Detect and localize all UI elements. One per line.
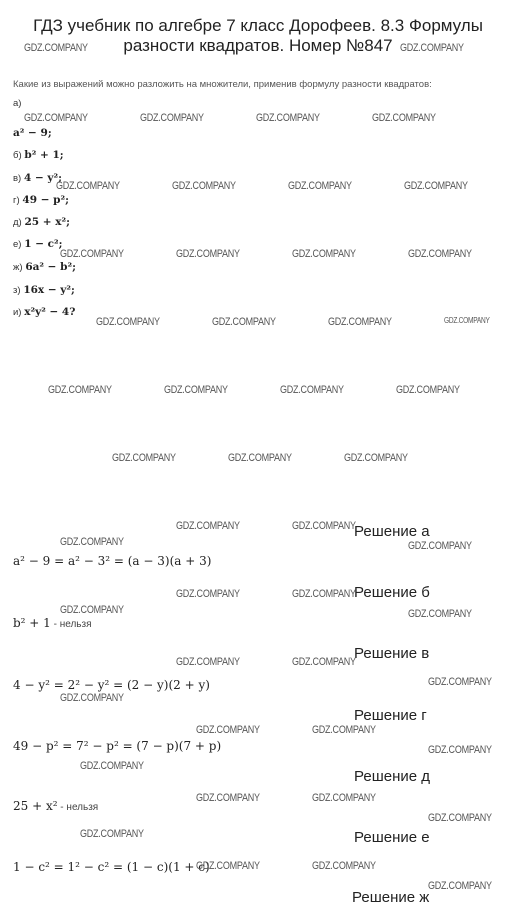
watermark: GDZ.COMPANY [428, 812, 492, 824]
option-z-math: 16x − y²; [23, 284, 75, 296]
watermark: GDZ.COMPANY [428, 676, 492, 688]
solution-b-line [13, 614, 92, 632]
option-v-math: 4 − y²; [24, 172, 62, 184]
watermark: GDZ.COMPANY [24, 112, 88, 124]
watermark: GDZ.COMPANY [176, 248, 240, 260]
watermark: GDZ.COMPANY [312, 860, 376, 872]
option-e-label: е) [13, 239, 22, 250]
watermark: GDZ.COMPANY [196, 724, 260, 736]
option-d [13, 216, 70, 228]
watermark: GDZ.COMPANY [80, 828, 144, 840]
watermark: GDZ.COMPANY [256, 112, 320, 124]
option-b-label: б) [13, 150, 22, 161]
watermark: GDZ.COMPANY [176, 656, 240, 668]
option-i [13, 306, 75, 318]
option-a-math: a² − 9; [13, 127, 52, 139]
watermark: GDZ.COMPANY [112, 452, 176, 464]
watermark: GDZ.COMPANY [228, 452, 292, 464]
watermark: GDZ.COMPANY [328, 316, 392, 328]
watermark: GDZ.COMPANY [344, 452, 408, 464]
option-b [13, 149, 64, 161]
watermark: GDZ.COMPANY [408, 608, 472, 620]
watermark: GDZ.COMPANY [444, 316, 490, 325]
watermark: GDZ.COMPANY [396, 384, 460, 396]
option-i-math: x²y² − 4? [24, 306, 76, 318]
watermark: GDZ.COMPANY [372, 112, 436, 124]
watermark: GDZ.COMPANY [196, 792, 260, 804]
option-e-math: 1 − c²; [24, 238, 63, 250]
option-v-label: в) [13, 173, 22, 184]
task-question: Какие из выражений можно разложить на множители, применив формулу разности квадратов: [13, 79, 432, 90]
option-zh-math: 6a² − b²; [25, 261, 76, 273]
solution-e-line [13, 858, 210, 876]
watermark: GDZ.COMPANY [312, 792, 376, 804]
option-d-math: 25 + x²; [24, 216, 70, 228]
solution-e-heading: Решение е [354, 829, 430, 846]
option-zh [13, 261, 76, 273]
watermark: GDZ.COMPANY [60, 248, 124, 260]
option-g-label: г) [13, 195, 20, 206]
watermark: GDZ.COMPANY [176, 520, 240, 532]
watermark: GDZ.COMPANY [60, 604, 124, 616]
watermark: GDZ.COMPANY [428, 744, 492, 756]
solution-a-line [13, 552, 211, 570]
solution-b-note: - нельзя [50, 619, 92, 630]
watermark: GDZ.COMPANY [404, 180, 468, 192]
option-z [13, 284, 75, 296]
watermark: GDZ.COMPANY [292, 656, 356, 668]
watermark: GDZ.COMPANY [140, 112, 204, 124]
watermark: GDZ.COMPANY [164, 384, 228, 396]
solution-g-heading: Решение г [354, 707, 427, 724]
watermark: GDZ.COMPANY [292, 520, 356, 532]
watermark: GDZ.COMPANY [212, 316, 276, 328]
solution-a-math: a² − 9 = a² − 3² = (a − 3)(a + 3) [13, 554, 212, 568]
watermark: GDZ.COMPANY [292, 588, 356, 600]
watermark: GDZ.COMPANY [172, 180, 236, 192]
watermark: GDZ.COMPANY [292, 248, 356, 260]
watermark: GDZ.COMPANY [288, 180, 352, 192]
watermark: GDZ.COMPANY [400, 42, 464, 54]
option-z-label: з) [13, 285, 21, 296]
watermark: GDZ.COMPANY [80, 760, 144, 772]
watermark: GDZ.COMPANY [428, 880, 492, 892]
watermark: GDZ.COMPANY [408, 248, 472, 260]
watermark: GDZ.COMPANY [280, 384, 344, 396]
watermark: GDZ.COMPANY [312, 724, 376, 736]
option-i-label: и) [13, 307, 22, 318]
watermark: GDZ.COMPANY [96, 316, 160, 328]
solution-g-math: 49 − p² = 7² − p² = (7 − p)(7 + p) [13, 739, 222, 753]
watermark: GDZ.COMPANY [56, 180, 120, 192]
solution-v-math: 4 − y² = 2² − y² = (2 − y)(2 + y) [13, 678, 210, 692]
option-v [13, 172, 62, 184]
watermark: GDZ.COMPANY [196, 860, 260, 872]
watermark: GDZ.COMPANY [60, 692, 124, 704]
option-d-label: д) [13, 217, 22, 228]
solution-a-heading: Решение а [354, 523, 430, 540]
watermark: GDZ.COMPANY [408, 540, 472, 552]
option-b-math: b² + 1; [24, 149, 64, 161]
solution-d-math: 25 + x² [13, 799, 58, 813]
option-a-label: а) [13, 98, 22, 109]
watermark: GDZ.COMPANY [24, 42, 88, 54]
watermark: GDZ.COMPANY [60, 536, 124, 548]
solution-d-heading: Решение д [354, 768, 430, 785]
solution-zh-heading: Решение ж [352, 889, 430, 906]
solution-e-math: 1 − c² = 1² − c² = (1 − c)(1 + c) [13, 860, 210, 874]
solution-v-heading: Решение в [354, 645, 430, 662]
option-g-math: 49 − p²; [22, 194, 69, 206]
page-title: ГДЗ учебник по алгебре 7 класс Дорофеев. 8.3 Формулы разности квадратов. Номер №847 [33, 16, 483, 55]
option-zh-label: ж) [13, 262, 23, 273]
solution-g-line [13, 737, 221, 755]
solution-b-heading: Решение б [354, 584, 430, 601]
watermark: GDZ.COMPANY [176, 588, 240, 600]
solution-d-line [13, 797, 98, 815]
solution-d-note: - нельзя [57, 802, 99, 813]
option-g [13, 194, 69, 206]
watermark: GDZ.COMPANY [48, 384, 112, 396]
solution-b-math: b² + 1 [13, 616, 51, 630]
option-a-expr [13, 127, 52, 139]
option-e [13, 238, 63, 250]
